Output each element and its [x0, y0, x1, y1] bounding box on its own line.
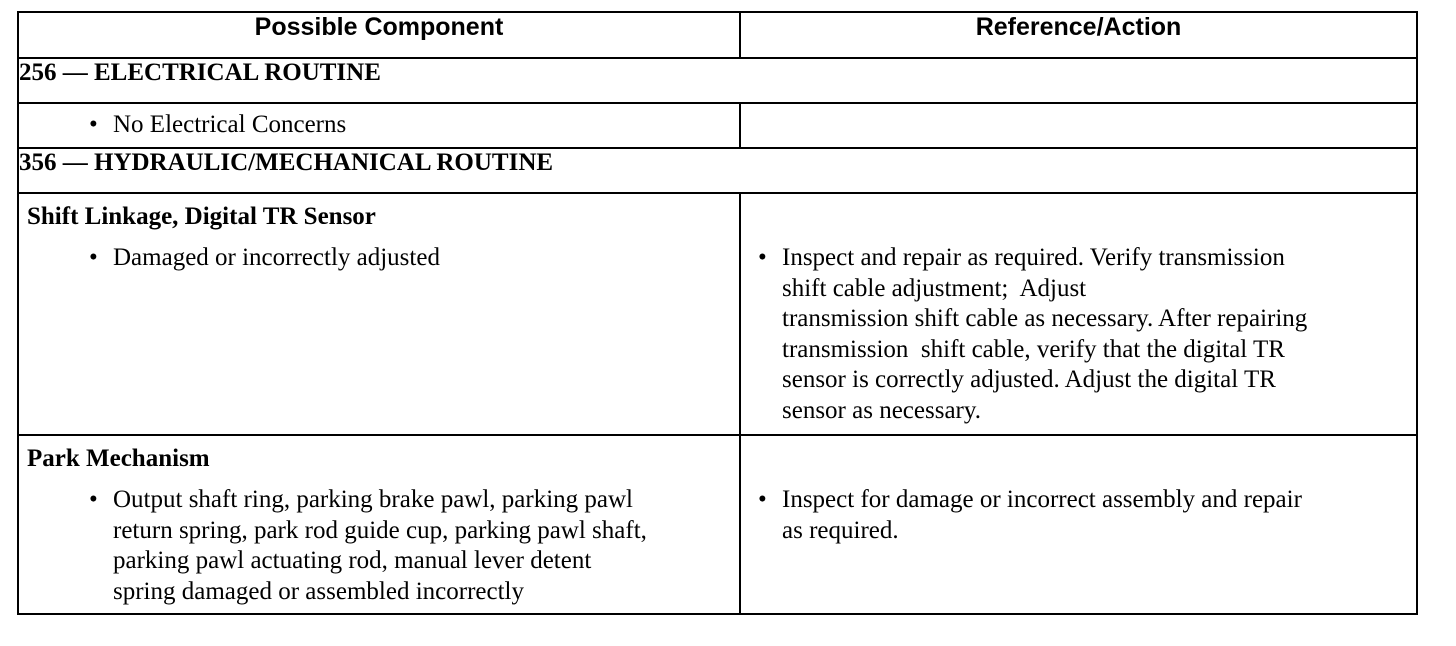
shift-action-line: transmission shift cable as necessary. After repairing [782, 305, 1308, 332]
table-row-shift-linkage [18, 193, 1417, 435]
shift-action-line: sensor is correctly adjusted. Adjust the digital TR [782, 366, 1276, 393]
section-title-electrical: 256 — ELECTRICAL ROUTINE [18, 58, 1417, 103]
shift-component-text: Damaged or incorrectly adjusted [113, 244, 440, 271]
section-row-electrical [18, 58, 1417, 103]
table-row-electrical [18, 103, 1417, 148]
bullet-icon: • [758, 486, 767, 513]
bullet-icon: • [89, 244, 98, 271]
cell-shift-action [740, 193, 1417, 435]
group-title-park-mechanism: Park Mechanism [27, 445, 210, 472]
diagnostic-table [17, 11, 1418, 615]
shift-action-line: sensor as necessary. [782, 396, 981, 424]
group-title-shift-linkage: Shift Linkage, Digital TR Sensor [27, 203, 376, 230]
shift-action-line: shift cable adjustment; Adjust [782, 274, 1087, 302]
section-title-hydraulic: 356 — HYDRAULIC/MECHANICAL ROUTINE [18, 148, 1417, 193]
shift-action-text [782, 243, 1400, 426]
header-possible-component: Possible Component [18, 12, 740, 58]
bullet-icon: • [89, 111, 98, 139]
list-item [741, 243, 1416, 426]
table-row-park-mechanism [18, 435, 1417, 614]
list-item [741, 485, 1416, 546]
park-component-line: Output shaft ring, parking brake pawl, parking pawl [113, 486, 634, 513]
list-item [19, 110, 739, 141]
header-reference-action: Reference/Action [740, 12, 1417, 58]
park-component-line: parking pawl actuating rod, manual lever detent [113, 547, 592, 574]
cell-park-component [18, 435, 740, 614]
shift-action-line: Inspect and repair as required. Verify transmission [782, 244, 1285, 271]
park-action-line: Inspect for damage or incorrect assembly and repair [782, 486, 1302, 513]
park-action-text [782, 485, 1400, 546]
list-item [19, 485, 739, 607]
header-row [18, 12, 1417, 58]
park-action-line: as required. [782, 516, 899, 544]
cell-park-action [740, 435, 1417, 614]
cell-electrical-component [18, 103, 740, 148]
bullet-icon: • [89, 486, 98, 513]
park-component-line: spring damaged or assembled incorrectly [113, 577, 524, 605]
shift-action-line: transmission shift cable, verify that the digital TR [782, 335, 1285, 363]
electrical-item-text: No Electrical Concerns [113, 111, 347, 139]
list-item [19, 243, 739, 274]
cell-electrical-action [740, 103, 1417, 148]
park-component-text [113, 485, 731, 607]
park-component-line: return spring, park rod guide cup, parking pawl shaft, [113, 516, 647, 544]
cell-shift-component [18, 193, 740, 435]
section-row-hydraulic [18, 148, 1417, 193]
bullet-icon: • [758, 244, 767, 271]
